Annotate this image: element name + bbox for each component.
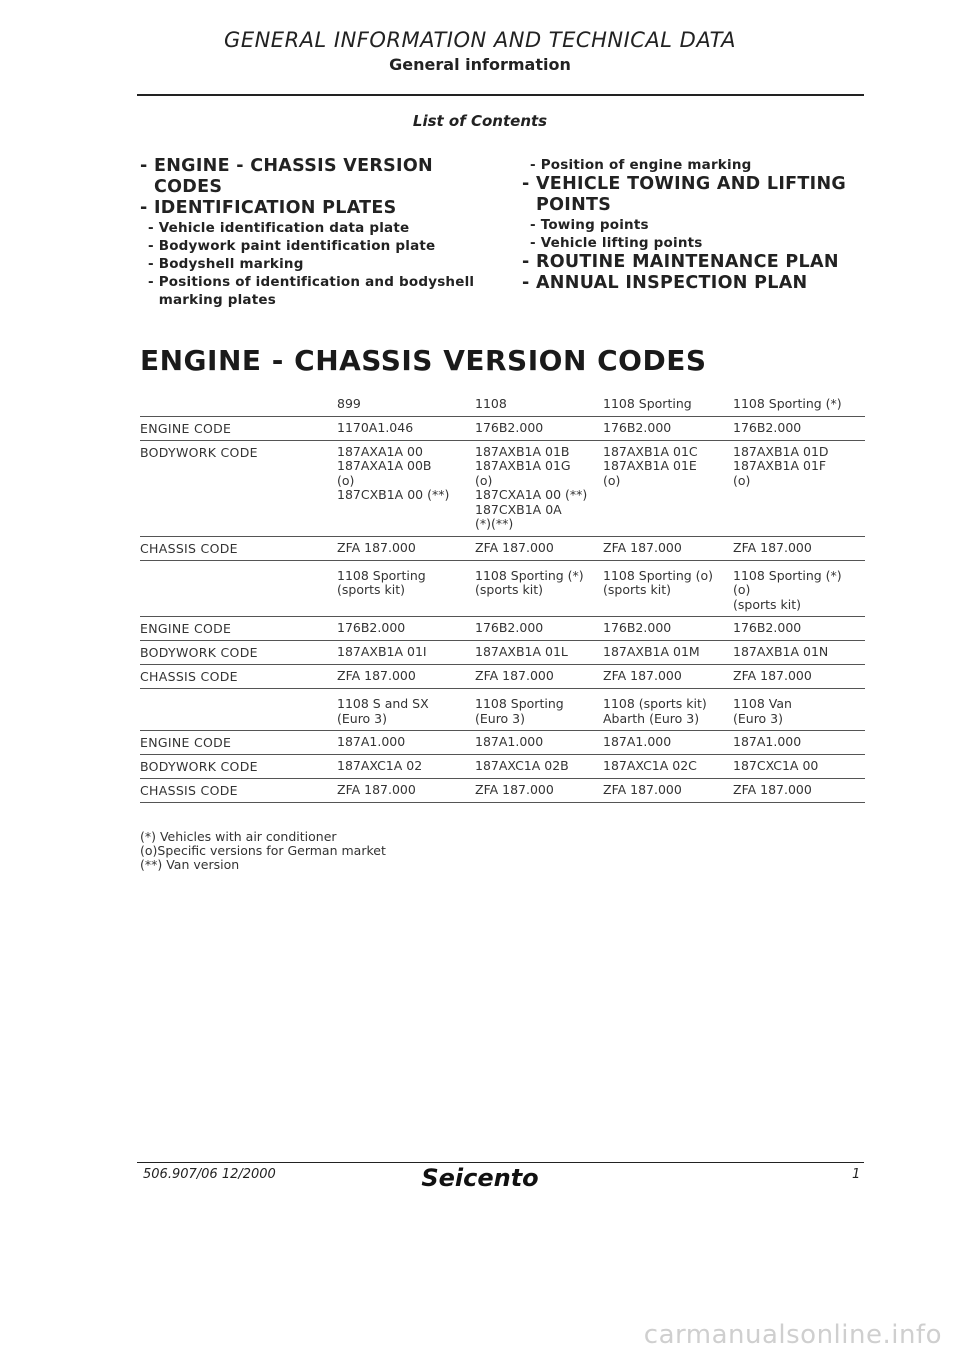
table-cell: ZFA 187.000 [733, 539, 812, 555]
table-column-header: 899 [337, 396, 361, 411]
table-row-label: ENGINE CODE [140, 621, 232, 636]
table-cell: 187AXA1A 00 187AXA1A 00B (o) 187CXB1A 00 (**) [337, 443, 450, 502]
table-cell: 176B2.000 [733, 419, 802, 435]
table-cell: 187AXB1A 01C 187AXB1A 01E (o) [603, 443, 698, 488]
table-column-header: 1108 (sports kit) Abarth (Euro 3) [603, 696, 707, 726]
table-cell: ZFA 187.000 [475, 668, 554, 683]
table-cell: 187AXB1A 01B 187AXB1A 01G (o) 187CXA1A 00 (**) 187CXB1A 0A (*)(**) [475, 443, 588, 531]
contents-item-dash: - [530, 217, 541, 233]
table-column-header: 1108 Sporting [603, 396, 692, 411]
footer-brand: Seicento [421, 1164, 539, 1192]
table-header-row [140, 393, 865, 417]
table-header-spacer [140, 569, 337, 613]
table-cell: 176B2.000 [733, 620, 802, 635]
contents-item-dash: - [522, 174, 536, 194]
table-cell: 187AXB1A 01I [337, 644, 427, 659]
contents-item [140, 255, 480, 273]
table-cell: 187A1.000 [603, 734, 672, 749]
table-column-header: 1108 Sporting (sports kit) [337, 567, 426, 597]
contents-item-text: Vehicle identification data plate [158, 220, 410, 236]
table-row [140, 417, 865, 441]
contents-item [522, 273, 862, 294]
table-cell: 187AXC1A 02 [337, 758, 423, 773]
contents-item-text: Position of engine marking [540, 157, 752, 173]
table-row [140, 755, 865, 779]
contents-item-dash: - [148, 274, 159, 290]
table-cell: ZFA 187.000 [337, 668, 416, 683]
footer-publication-code: 506.907/06 12/2000 [143, 1167, 276, 1182]
table-row [140, 537, 865, 561]
table-cell: ZFA 187.000 [475, 539, 554, 555]
contents-item-dash: - [530, 157, 541, 173]
header-divider [137, 94, 864, 96]
contents-title: List of Contents [412, 112, 548, 130]
table-column-header: 1108 Van (Euro 3) [733, 696, 792, 726]
table-cell: 187AXB1A 01N [733, 644, 829, 659]
table-cell: 176B2.000 [603, 419, 672, 435]
table-cell: 187A1.000 [337, 734, 406, 749]
contents-item [140, 219, 480, 237]
table-row [140, 441, 865, 537]
page-number: 1 [852, 1167, 861, 1182]
contents-item [522, 216, 862, 234]
table-cell: 187AXB1A 01M [603, 644, 700, 659]
contents-item-text: ANNUAL INSPECTION PLAN [535, 273, 808, 293]
contents-item-text: Bodyshell marking [158, 256, 304, 272]
table-row [140, 617, 865, 641]
contents-item-dash: - [530, 235, 541, 251]
note-line: (*) Vehicles with air conditioner [140, 829, 337, 844]
table-cell: ZFA 187.000 [733, 782, 812, 797]
table-cell: ZFA 187.000 [475, 782, 554, 797]
contents-item [522, 174, 862, 216]
note-line: (**) Van version [140, 857, 240, 872]
contents-item-text: Towing points [540, 217, 649, 233]
table-cell: 187CXC1A 00 [733, 758, 819, 773]
section-heading: ENGINE - CHASSIS VERSION CODES [140, 344, 707, 377]
contents-right-column [522, 156, 862, 294]
table-row-label: CHASSIS CODE [140, 540, 238, 556]
table-cell: ZFA 187.000 [603, 782, 682, 797]
table-header-row [140, 693, 865, 731]
table-notes [140, 830, 386, 872]
contents-item-text: ROUTINE MAINTENANCE PLAN [535, 252, 839, 272]
contents-item [140, 237, 480, 255]
table-cell: 187AXB1A 01L [475, 644, 568, 659]
table-header-spacer [140, 397, 337, 412]
table-column-header: 1108 Sporting (o) (sports kit) [603, 567, 714, 597]
table-column-header: 1108 Sporting (Euro 3) [475, 696, 564, 726]
contents-item [140, 156, 480, 198]
footer-divider [137, 1162, 864, 1163]
page-header-subtitle: General information [389, 55, 571, 74]
table-cell: 176B2.000 [603, 620, 672, 635]
table-column-header: 1108 Sporting (*) [733, 396, 842, 411]
table-row [140, 665, 865, 689]
table-column-header: 1108 Sporting (*) (sports kit) [475, 567, 584, 597]
table-header-row [140, 565, 865, 618]
table-cell: ZFA 187.000 [733, 668, 812, 683]
page-header-title: GENERAL INFORMATION AND TECHNICAL DATA [224, 28, 736, 52]
table-cell: ZFA 187.000 [603, 539, 682, 555]
contents-item-text: ENGINE - CHASSIS VERSION CODES [153, 156, 433, 197]
table-cell: ZFA 187.000 [337, 539, 416, 555]
version-codes-table [140, 393, 865, 803]
table-cell: ZFA 187.000 [603, 668, 682, 683]
contents-item-text: Positions of identification and bodyshell marking plates [158, 274, 475, 308]
contents-item [522, 252, 862, 273]
contents-item-dash: - [148, 238, 159, 254]
contents-left-column [140, 156, 480, 309]
table-cell: 176B2.000 [475, 620, 544, 635]
note-line: (o)Specific versions for German market [140, 843, 386, 858]
table-cell: ZFA 187.000 [337, 782, 416, 797]
contents-item [140, 198, 480, 219]
contents-item-dash: - [148, 256, 159, 272]
table-cell: 187AXC1A 02C [603, 758, 697, 773]
contents-item-dash: - [522, 273, 536, 293]
table-cell: 187AXB1A 01D 187AXB1A 01F (o) [733, 443, 829, 488]
table-header-spacer [140, 697, 337, 726]
contents-item-dash: - [140, 198, 154, 218]
table-row-label: BODYWORK CODE [140, 759, 258, 774]
table-row-label: BODYWORK CODE [140, 444, 258, 460]
contents-item [140, 273, 480, 309]
table-row-label: CHASSIS CODE [140, 669, 238, 684]
contents-item-text: VEHICLE TOWING AND LIFTING POINTS [535, 174, 847, 215]
table-row-label: ENGINE CODE [140, 420, 232, 436]
table-cell: 187AXC1A 02B [475, 758, 569, 773]
table-cell: 176B2.000 [475, 419, 544, 435]
table-row-label: BODYWORK CODE [140, 645, 258, 660]
table-column-header: 1108 Sporting (*) (o) (sports kit) [733, 567, 842, 612]
table-cell: 187A1.000 [475, 734, 544, 749]
contents-item [522, 234, 862, 252]
table-cell: 187A1.000 [733, 734, 802, 749]
table-column-header: 1108 [475, 396, 507, 411]
contents-item-text: Bodywork paint identification plate [158, 238, 436, 254]
table-cell: 176B2.000 [337, 620, 406, 635]
contents-item-text: IDENTIFICATION PLATES [153, 198, 397, 218]
watermark: carmanualsonline.info [643, 1320, 942, 1350]
contents-item [522, 156, 862, 174]
contents-item-dash: - [148, 220, 159, 236]
table-column-header: 1108 S and SX (Euro 3) [337, 696, 429, 726]
table-cell: 1170A1.046 [337, 419, 414, 435]
table-row-label: CHASSIS CODE [140, 783, 238, 798]
table-row [140, 731, 865, 755]
contents-item-text: Vehicle lifting points [540, 235, 703, 251]
contents-item-dash: - [140, 156, 154, 176]
table-row [140, 641, 865, 665]
contents-item-dash: - [522, 252, 536, 272]
table-row-label: ENGINE CODE [140, 735, 232, 750]
table-row [140, 779, 865, 803]
